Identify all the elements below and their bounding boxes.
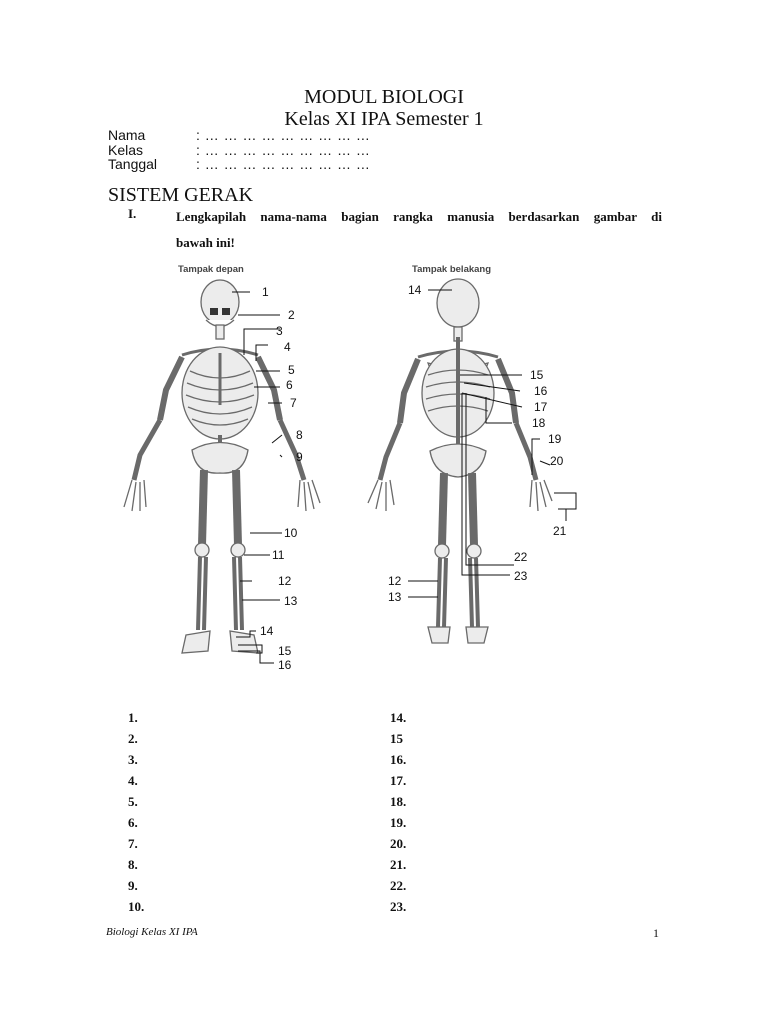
back-label: 16 bbox=[534, 384, 548, 398]
answer-number: 9. bbox=[128, 878, 138, 893]
front-label: 5 bbox=[288, 363, 295, 377]
answer-number: 3. bbox=[128, 752, 138, 767]
info-label: Kelas bbox=[108, 142, 144, 158]
answer-number: 10. bbox=[128, 899, 145, 914]
back-skeleton-drawing bbox=[368, 279, 552, 643]
back-label: 21 bbox=[553, 524, 567, 538]
answer-number: 23. bbox=[390, 899, 407, 914]
info-blank: : … … … … … … … … … bbox=[196, 142, 371, 158]
front-labels bbox=[260, 285, 303, 672]
back-label: 20 bbox=[550, 454, 564, 468]
info-label: Tanggal bbox=[108, 156, 158, 172]
front-view-title: Tampak depan bbox=[178, 264, 244, 275]
footer-text: Biologi Kelas XI IPA bbox=[106, 926, 198, 938]
back-label: 15 bbox=[530, 368, 544, 382]
front-label: 15 bbox=[278, 644, 292, 658]
front-label: 7 bbox=[290, 396, 297, 410]
answer-number: 6. bbox=[128, 815, 138, 830]
back-label: 13 bbox=[388, 590, 402, 604]
back-label: 23 bbox=[514, 569, 528, 583]
back-label: 12 bbox=[388, 574, 402, 588]
page-number: 1 bbox=[653, 926, 659, 940]
page-subtitle: Kelas XI IPA Semester 1 bbox=[284, 108, 484, 130]
front-label: 3 bbox=[276, 324, 283, 338]
back-label: 14 bbox=[408, 283, 422, 297]
answer-number: 14. bbox=[390, 710, 407, 725]
answer-number: 18. bbox=[390, 794, 407, 809]
answer-number: 17. bbox=[390, 773, 407, 788]
front-label: 16 bbox=[278, 658, 292, 672]
back-label: 19 bbox=[548, 432, 562, 446]
answer-number: 1. bbox=[128, 710, 138, 725]
back-view-title: Tampak belakang bbox=[412, 264, 492, 275]
skeleton-figure bbox=[110, 275, 610, 675]
answer-number: 19. bbox=[390, 815, 407, 830]
front-label: 13 bbox=[284, 594, 298, 608]
front-label: 1 bbox=[262, 285, 269, 299]
answer-number: 21. bbox=[390, 857, 407, 872]
front-label: 10 bbox=[284, 526, 298, 540]
front-label: 11 bbox=[272, 548, 285, 562]
answer-number: 5. bbox=[128, 794, 138, 809]
answer-number: 15 bbox=[390, 731, 403, 746]
answer-number: 16. bbox=[390, 752, 407, 767]
question-instruction: Lengkapilah nama-nama bagian rangka manusia berdasarkan gambar di bbox=[176, 209, 662, 224]
front-label: 12 bbox=[278, 574, 292, 588]
section-title: SISTEM GERAK bbox=[108, 184, 254, 206]
info-blank: : … … … … … … … … … bbox=[196, 127, 371, 143]
question-number: I. bbox=[128, 206, 137, 221]
front-label: 8 bbox=[296, 428, 303, 442]
back-label: 17 bbox=[534, 400, 548, 414]
question-instruction-cont: bawah ini! bbox=[176, 235, 235, 250]
back-label: 18 bbox=[532, 416, 546, 430]
front-label: 6 bbox=[286, 378, 293, 392]
info-label: Nama bbox=[108, 127, 146, 143]
front-label: 4 bbox=[284, 340, 291, 354]
front-label: 2 bbox=[288, 308, 295, 322]
answer-number: 20. bbox=[390, 836, 407, 851]
answer-number: 8. bbox=[128, 857, 138, 872]
answer-number: 22. bbox=[390, 878, 407, 893]
front-label: 14 bbox=[260, 624, 274, 638]
answer-number: 4. bbox=[128, 773, 138, 788]
front-label: 9 bbox=[296, 450, 303, 464]
page-title: MODUL BIOLOGI bbox=[304, 86, 464, 108]
info-blank: : … … … … … … … … … bbox=[196, 156, 371, 172]
answer-number: 2. bbox=[128, 731, 138, 746]
back-label: 22 bbox=[514, 550, 528, 564]
answer-number: 7. bbox=[128, 836, 138, 851]
